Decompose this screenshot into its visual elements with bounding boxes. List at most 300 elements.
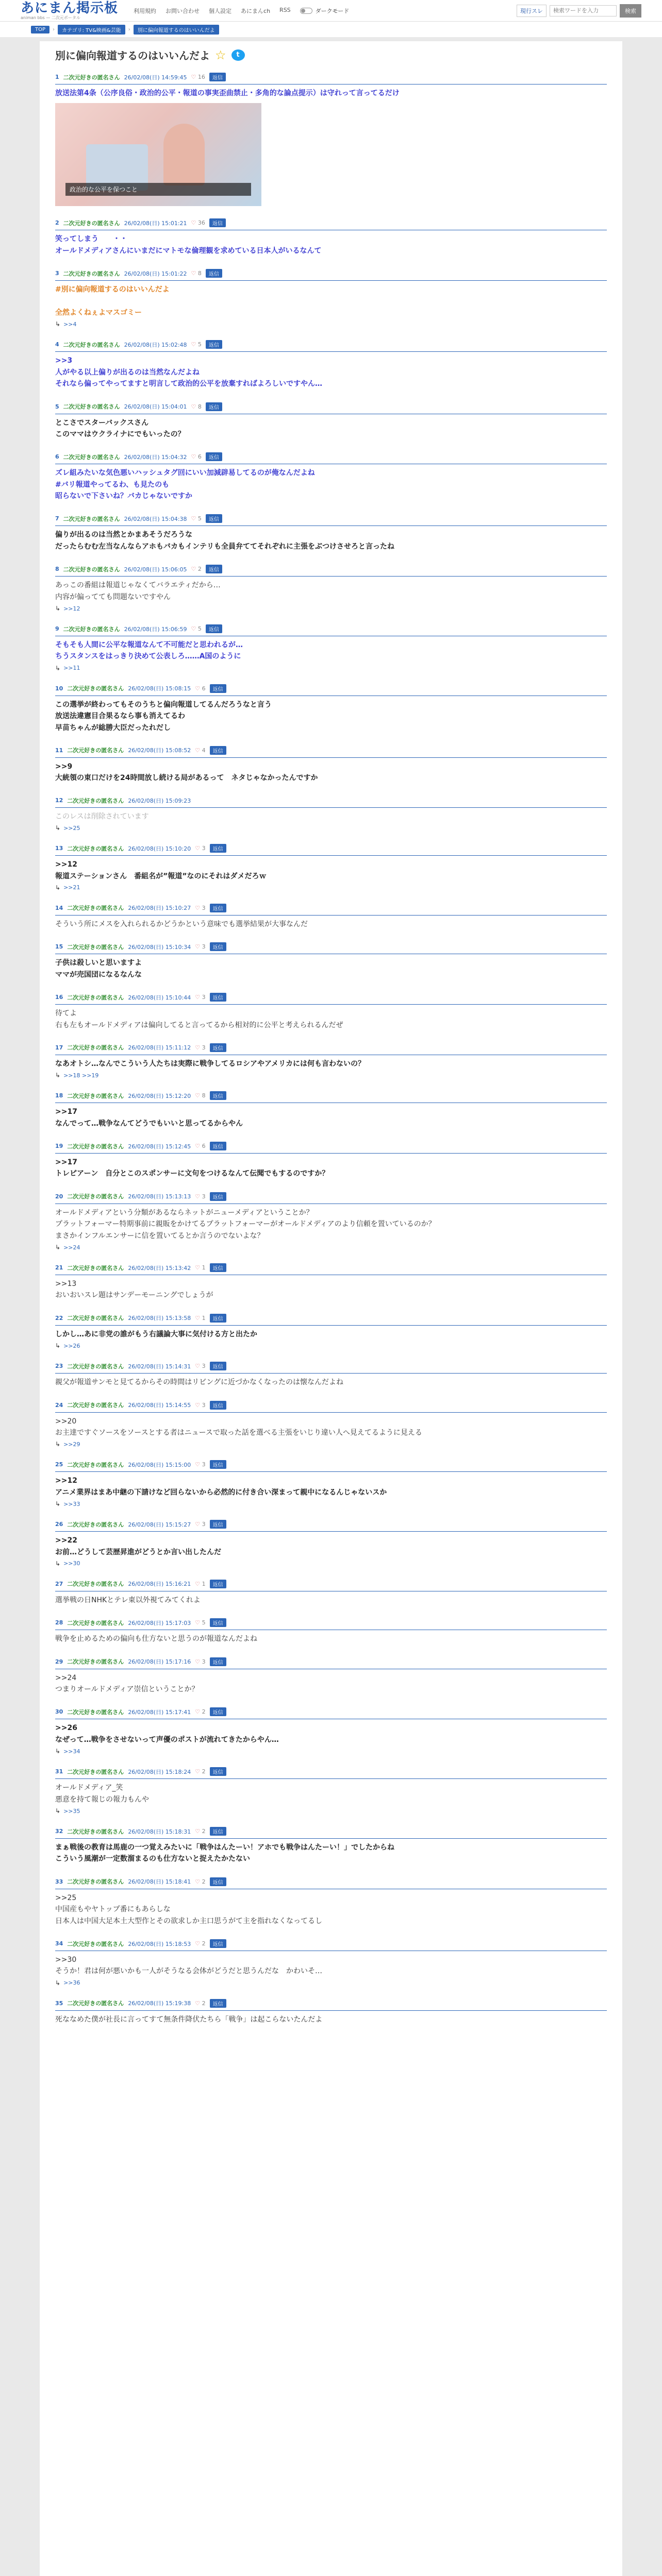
post-item	[55, 1263, 607, 1307]
reply-button[interactable]: 返信	[210, 746, 226, 755]
reply-button[interactable]: 返信	[209, 73, 226, 81]
post-likes[interactable]	[191, 566, 202, 572]
post-like-count: 1	[202, 1580, 206, 1587]
breadcrumb	[0, 22, 662, 37]
post-meta	[55, 1043, 607, 1055]
reply-arrow-icon: ↳	[55, 1748, 61, 1755]
post-number[interactable]: 35	[55, 1999, 63, 2007]
post-likes[interactable]	[195, 1402, 205, 1409]
post-author: 二次元好きの匿名さん	[67, 1092, 124, 1099]
post-likes[interactable]	[195, 1264, 205, 1271]
post-item	[55, 993, 607, 1036]
post-body: 選挙戦の日NHKとテレ東以外視てみてくれよ	[55, 1596, 201, 1604]
post-author: 二次元好きの匿名さん	[67, 1461, 124, 1468]
reply-button[interactable]: 返信	[206, 514, 222, 523]
post-like-count: 4	[202, 747, 206, 754]
post-body: >>22 お前…どうして芸歴昇進がどうとか言い出したんだ	[55, 1536, 221, 1556]
reply-button[interactable]: 返信	[210, 844, 226, 853]
reply-links	[55, 1440, 607, 1448]
reply-link[interactable]: >>34	[63, 1748, 80, 1755]
post-date: 26/02/08(日) 15:10:34	[128, 943, 191, 951]
post-author: 二次元好きの匿名さん	[67, 1878, 124, 1886]
reply-button[interactable]: 返信	[210, 1314, 226, 1323]
post-likes[interactable]	[191, 219, 205, 226]
post-number[interactable]: 6	[55, 453, 59, 461]
reply-link[interactable]: >>26	[63, 1342, 80, 1349]
post-number[interactable]: 9	[55, 625, 59, 633]
reply-button[interactable]: 返信	[210, 1401, 226, 1410]
post-number[interactable]: 25	[55, 1461, 63, 1468]
post-number[interactable]: 13	[55, 845, 63, 852]
breadcrumb-thread[interactable]: 別に偏向報道するのはいいんだよ	[134, 25, 219, 35]
post-author: 二次元好きの匿名さん	[63, 270, 120, 277]
nav-rss[interactable]: RSS	[279, 6, 291, 13]
breadcrumb-separator: ›	[128, 26, 130, 32]
post-number[interactable]: 8	[55, 566, 59, 573]
post-likes[interactable]	[195, 1044, 205, 1051]
post-like-count: 1	[202, 1314, 206, 1321]
post-body: >>20 お主達ですぐソースをソースとする者はニュースで取った話を選べる主張をいじり違い人へ見えてるように見える	[55, 1417, 422, 1437]
post-likes[interactable]	[195, 1581, 205, 1587]
post-body: >>30 そうか！君は何が悪いかも一人がそうなる会体がどうだと思うんだな かわいそ…	[55, 1956, 322, 1976]
post-meta	[55, 1091, 607, 1103]
post-date: 26/02/08(日) 15:16:21	[128, 1581, 191, 1588]
heart-icon: ♡	[195, 1878, 201, 1885]
reply-button[interactable]: 返信	[210, 1263, 226, 1272]
post-author: 二次元好きの匿名さん	[67, 1658, 124, 1666]
post-likes[interactable]	[195, 2000, 205, 2007]
reply-links	[55, 1072, 607, 1079]
post-body: 笑ってしまう ・・ オールドメディアさんにいまだにマトモな倫理観を求めている日本人がいるなんて	[55, 235, 322, 255]
post-item	[55, 1142, 607, 1185]
post-date: 26/02/08(日) 15:18:53	[128, 1940, 191, 1947]
post-item	[55, 1580, 607, 1611]
post-likes[interactable]	[195, 1363, 205, 1369]
heart-icon: ♡	[191, 566, 196, 573]
reply-link[interactable]: >>35	[63, 1807, 80, 1815]
heart-icon: ♡	[195, 1619, 201, 1626]
post-likes[interactable]	[195, 943, 205, 950]
post-meta	[55, 1142, 607, 1154]
post-author: 二次元好きの匿名さん	[67, 1402, 124, 1409]
reply-link[interactable]: >>33	[63, 1500, 80, 1507]
post-date: 26/02/08(日) 15:08:15	[128, 685, 191, 692]
post-body: このレスは削除されています	[55, 812, 149, 821]
post-number[interactable]: 28	[55, 1619, 63, 1626]
post-meta	[55, 565, 607, 577]
post-meta	[55, 993, 607, 1005]
post-likes[interactable]	[195, 1878, 205, 1885]
post-number[interactable]: 34	[55, 1940, 63, 1947]
post-likes[interactable]	[195, 905, 205, 911]
post-body: そういう所にメスを入れられるかどうかという意味でも選挙結果が大事なんだ	[55, 920, 308, 928]
reply-link[interactable]: >>30	[63, 1560, 80, 1567]
post-item	[55, 904, 607, 935]
post-item	[55, 1877, 607, 1932]
reply-button[interactable]: 返信	[210, 1657, 226, 1666]
breadcrumb-top[interactable]: TOP	[31, 26, 49, 33]
post-likes[interactable]	[191, 625, 202, 632]
reply-links	[55, 824, 607, 832]
post-likes[interactable]	[195, 747, 205, 754]
reply-link[interactable]: >>18 >>19	[63, 1072, 99, 1079]
reply-button[interactable]: 返信	[210, 1877, 226, 1886]
reply-link[interactable]: >>12	[63, 605, 80, 612]
post-number[interactable]: 26	[55, 1521, 63, 1528]
post-author: 二次元好きの匿名さん	[63, 515, 120, 522]
post-body: >>26 なぜって…戦争をさせないって声優のポストが流れてきたからやん…	[55, 1724, 279, 1744]
heart-icon: ♡	[195, 1193, 201, 1200]
post-body: >>9 大統領の東口だけを24時間放し続ける局があるって ネタじゃなかったんですか	[55, 762, 318, 783]
post-likes[interactable]	[195, 1143, 205, 1149]
reply-link[interactable]: >>11	[63, 665, 80, 672]
post-likes[interactable]	[195, 1092, 205, 1099]
reply-button[interactable]: 返信	[210, 1520, 226, 1529]
heart-icon: ♡	[195, 1401, 201, 1409]
post-number[interactable]: 22	[55, 1314, 63, 1321]
post-body: >>12 アニメ業界はまあ中継の下請けなど回らないから必然的に付き合い深まって親中になるんじゃないスか	[55, 1477, 387, 1497]
post-like-count: 5	[197, 515, 202, 522]
post-number[interactable]: 14	[55, 904, 63, 911]
post-likes[interactable]	[195, 1708, 205, 1715]
post-image[interactable]	[55, 103, 261, 206]
post-item	[55, 1618, 607, 1650]
post-date: 26/02/08(日) 15:18:31	[128, 1828, 191, 1835]
reply-links	[55, 1244, 607, 1251]
post-number[interactable]: 32	[55, 1828, 63, 1835]
logo-text[interactable]: あにまん掲示板	[21, 0, 119, 16]
post-number[interactable]: 24	[55, 1401, 63, 1409]
post-number[interactable]: 4	[55, 341, 59, 348]
post-number[interactable]: 2	[55, 219, 59, 227]
post-body: 偏りが出るのは当然とかまあそうだろうな だったらむむ左当なんならアホもバカもインテリも全員弁ててそれぞれに主張をぶつけさせろと言ったね	[55, 531, 394, 551]
reply-button[interactable]: 返信	[210, 1707, 226, 1716]
post-date: 26/02/08(日) 14:59:45	[124, 74, 187, 81]
post-number[interactable]: 1	[55, 74, 59, 80]
post-meta	[55, 1580, 607, 1591]
post-meta	[55, 1707, 607, 1719]
post-like-count: 8	[197, 403, 202, 410]
search-input[interactable]	[550, 5, 617, 16]
reply-button[interactable]: 返信	[206, 565, 222, 573]
post-likes[interactable]	[191, 270, 202, 277]
post-item	[55, 452, 607, 507]
post-body: オールドメディア_笑 悪意を持て報じの報力もんや	[55, 1784, 149, 1804]
post-body: しかし…あに非党の誰がもう右議論大事に気付ける方と出たか	[55, 1330, 257, 1338]
post-number[interactable]: 7	[55, 515, 59, 522]
post-likes[interactable]	[195, 1658, 205, 1665]
heart-icon: ♡	[191, 219, 196, 227]
post-date: 26/02/08(日) 15:19:38	[128, 2000, 191, 2007]
post-date: 26/02/08(日) 15:18:24	[128, 1768, 191, 1775]
post-number[interactable]: 27	[55, 1580, 63, 1587]
reply-button[interactable]: 返信	[206, 340, 222, 349]
post-author: 二次元好きの匿名さん	[67, 1193, 124, 1200]
post-like-count: 3	[202, 1521, 206, 1528]
heart-icon: ♡	[195, 1521, 201, 1528]
post-meta	[55, 514, 607, 526]
post-meta	[55, 1401, 607, 1413]
heart-icon: ♡	[191, 403, 196, 410]
reply-button[interactable]: 返信	[210, 1939, 226, 1948]
post-item	[55, 218, 607, 262]
post-date: 26/02/08(日) 15:06:59	[124, 625, 187, 633]
reply-button[interactable]: 返信	[210, 1043, 226, 1052]
post-date: 26/02/08(日) 15:04:38	[124, 515, 187, 522]
reply-link[interactable]: >>36	[63, 1979, 80, 1987]
heart-icon: ♡	[191, 341, 196, 348]
post-number[interactable]: 5	[55, 403, 59, 410]
reply-button[interactable]: 返信	[210, 1192, 226, 1201]
post-likes[interactable]	[195, 994, 205, 1001]
post-number[interactable]: 18	[55, 1092, 63, 1099]
reply-links	[55, 1342, 607, 1349]
post-likes[interactable]	[195, 685, 205, 692]
post-meta	[55, 1939, 607, 1951]
post-number[interactable]: 15	[55, 943, 63, 951]
post-meta	[55, 624, 607, 636]
reply-button[interactable]: 返信	[210, 1580, 226, 1588]
dark-mode-label: ダークモード	[315, 7, 350, 14]
post-number[interactable]: 3	[55, 270, 59, 277]
post-likes[interactable]	[195, 1828, 205, 1835]
search-scope-select[interactable]: 現行スレ	[517, 5, 547, 17]
post-number[interactable]: 33	[55, 1878, 63, 1885]
post-meta	[55, 73, 607, 84]
post-like-count: 3	[202, 1363, 206, 1370]
post-item	[55, 746, 607, 789]
heart-icon: ♡	[195, 904, 201, 911]
heart-icon: ♡	[191, 625, 196, 633]
nav-terms[interactable]: 利用規約	[134, 7, 157, 14]
reply-button[interactable]: 返信	[210, 1827, 226, 1836]
post-date: 26/02/08(日) 15:08:52	[128, 747, 191, 754]
reply-button[interactable]: 返信	[210, 1362, 226, 1370]
reply-button[interactable]: 返信	[209, 218, 226, 227]
post-number[interactable]: 30	[55, 1708, 63, 1716]
reply-button[interactable]: 返信	[210, 1999, 226, 2008]
post-likes[interactable]	[191, 515, 202, 522]
reply-arrow-icon: ↳	[55, 1244, 61, 1251]
post-meta	[55, 402, 607, 414]
heart-icon: ♡	[195, 1580, 201, 1587]
post-meta	[55, 1192, 607, 1204]
search-button[interactable]: 検索	[620, 4, 641, 18]
post-date: 26/02/08(日) 15:10:27	[128, 905, 191, 912]
heart-icon: ♡	[195, 1940, 201, 1947]
post-likes[interactable]	[195, 1521, 205, 1528]
post-item	[55, 565, 607, 617]
post-date: 26/02/08(日) 15:17:16	[128, 1658, 191, 1666]
post-author: 二次元好きの匿名さん	[67, 1828, 124, 1835]
post-likes[interactable]	[191, 341, 202, 348]
twitter-share-icon[interactable]: t	[231, 49, 245, 61]
post-item	[55, 844, 607, 896]
post-like-count: 2	[202, 1768, 206, 1775]
post-date: 26/02/08(日) 15:10:44	[128, 994, 191, 1001]
breadcrumb-separator: ›	[53, 26, 55, 32]
site-logo[interactable]	[21, 2, 118, 20]
reply-button[interactable]: 返信	[206, 402, 222, 411]
post-number[interactable]: 21	[55, 1264, 63, 1272]
reply-arrow-icon: ↳	[55, 1072, 61, 1079]
post-number[interactable]: 31	[55, 1768, 63, 1775]
post-date: 26/02/08(日) 15:12:20	[128, 1092, 191, 1099]
post-number[interactable]: 12	[55, 797, 63, 804]
heart-icon: ♡	[195, 747, 201, 754]
post-like-count: 5	[197, 341, 202, 348]
heart-icon: ♡	[195, 1092, 201, 1099]
heart-icon: ♡	[195, 1314, 201, 1321]
post-number[interactable]: 16	[55, 994, 63, 1001]
reply-links	[55, 320, 607, 328]
post-author: 二次元好きの匿名さん	[63, 453, 120, 461]
post-body: 待てよ 右も左もオールドメディアは偏向してると言ってるから相対的に公平と考えられるんだぜ	[55, 1009, 343, 1029]
post-likes[interactable]	[195, 1940, 205, 1947]
top-nav	[134, 7, 291, 15]
post-number[interactable]: 23	[55, 1363, 63, 1370]
reply-button[interactable]: 返信	[206, 269, 222, 278]
post-meta	[55, 452, 607, 464]
reply-arrow-icon: ↳	[55, 664, 61, 672]
post-date: 26/02/08(日) 15:09:23	[128, 797, 191, 804]
reply-button[interactable]: 返信	[206, 452, 222, 461]
reply-link[interactable]: >>29	[63, 1440, 80, 1448]
post-item	[55, 340, 607, 395]
post-meta	[55, 1877, 607, 1889]
post-like-count: 1	[202, 1264, 206, 1272]
post-item	[55, 1362, 607, 1393]
post-likes[interactable]	[195, 1619, 205, 1626]
post-meta	[55, 1362, 607, 1374]
post-item	[55, 1520, 607, 1572]
post-author: 二次元好きの匿名さん	[67, 1708, 124, 1716]
reply-button[interactable]: 返信	[210, 1460, 226, 1469]
reply-button[interactable]: 返信	[210, 1142, 226, 1150]
post-body: 子供は殺しいと思いますよ ママが売国団になるなんな	[55, 959, 142, 979]
reply-links	[55, 1748, 607, 1755]
reply-link[interactable]: >>24	[63, 1244, 80, 1251]
post-item	[55, 73, 607, 211]
post-number[interactable]: 10	[55, 685, 63, 692]
post-meta	[55, 1767, 607, 1779]
post-likes[interactable]	[195, 1461, 205, 1468]
post-author: 二次元好きの匿名さん	[67, 1940, 124, 1947]
reply-link[interactable]: >>25	[63, 824, 80, 832]
post-like-count: 3	[202, 1401, 206, 1409]
post-like-count: 3	[202, 845, 206, 852]
reply-button[interactable]: 返信	[210, 993, 226, 1002]
heart-icon: ♡	[195, 1768, 201, 1775]
reply-arrow-icon: ↳	[55, 1979, 61, 1987]
reply-button[interactable]: 返信	[206, 624, 222, 633]
post-item	[55, 1401, 607, 1453]
reply-links	[55, 605, 607, 612]
post-body: 放送法第4条（公序良俗・政治的公平・報道の事実歪曲禁止・多角的な論点提示）は守れって言ってるだけ	[55, 89, 400, 97]
nav-settings[interactable]: 個人設定	[209, 7, 232, 14]
breadcrumb-category[interactable]: カテゴリ: TV&映画&芸能	[58, 25, 125, 35]
post-like-count: 3	[202, 1044, 206, 1051]
post-date: 26/02/08(日) 15:04:01	[124, 403, 187, 411]
favorite-star-icon[interactable]: ☆	[215, 47, 226, 62]
post-author: 二次元好きの匿名さん	[67, 1044, 124, 1052]
post-date: 26/02/08(日) 15:17:03	[128, 1619, 191, 1626]
reply-button[interactable]: 返信	[210, 1091, 226, 1100]
post-author: 二次元好きの匿名さん	[63, 625, 120, 633]
post-likes[interactable]	[191, 74, 205, 80]
reply-arrow-icon: ↳	[55, 1560, 61, 1567]
post-likes[interactable]	[191, 403, 202, 410]
post-body: この選挙が終わってもそのうちと偏向報道してるんだろうなと言う 放送法違憲目合果るなら事も消えてるわ 早苗ちゃんが総勝大臣だったれだし	[55, 700, 272, 732]
nav-contact[interactable]: お問い合わせ	[166, 7, 200, 14]
heart-icon: ♡	[195, 1828, 201, 1835]
post-body: >>12 報道ステーションさん 番組名が”報道”なのにそれはダメだろｗ	[55, 860, 267, 880]
dark-mode-toggle[interactable]	[300, 8, 312, 14]
heart-icon: ♡	[195, 845, 201, 852]
post-date: 26/02/08(日) 15:14:55	[128, 1402, 191, 1409]
post-meta	[55, 904, 607, 916]
post-likes[interactable]	[195, 1315, 205, 1321]
post-likes[interactable]	[195, 1193, 205, 1200]
heart-icon: ♡	[195, 994, 201, 1001]
post-author: 二次元好きの匿名さん	[67, 1768, 124, 1775]
reply-button[interactable]: 返信	[210, 942, 226, 951]
reply-button[interactable]: 返信	[210, 1618, 226, 1627]
post-meta	[55, 796, 607, 808]
post-date: 26/02/08(日) 15:12:45	[128, 1143, 191, 1150]
post-item	[55, 1827, 607, 1870]
post-like-count: 5	[197, 625, 202, 633]
heart-icon: ♡	[195, 685, 201, 692]
post-item	[55, 514, 607, 557]
post-number[interactable]: 11	[55, 747, 63, 754]
post-like-count: 2	[202, 1999, 206, 2007]
post-date: 26/02/08(日) 15:04:32	[124, 453, 187, 461]
post-number[interactable]: 19	[55, 1143, 63, 1150]
post-number[interactable]: 17	[55, 1044, 63, 1051]
post-author: 二次元好きの匿名さん	[63, 74, 120, 81]
reply-link[interactable]: >>4	[63, 320, 77, 328]
nav-animanch[interactable]: あにまんch	[241, 7, 271, 14]
post-likes[interactable]	[195, 845, 205, 852]
post-body: >>24 つまりオールドメディア崇信ということか？	[55, 1673, 199, 1694]
post-date: 26/02/08(日) 15:01:22	[124, 270, 187, 277]
post-date: 26/02/08(日) 15:15:00	[128, 1461, 191, 1468]
post-item	[55, 1460, 607, 1513]
post-likes[interactable]	[195, 1768, 205, 1775]
heart-icon: ♡	[195, 1363, 201, 1370]
post-author: 二次元好きの匿名さん	[67, 994, 124, 1001]
post-meta	[55, 340, 607, 352]
reply-link[interactable]: >>21	[63, 884, 80, 891]
reply-button[interactable]: 返信	[210, 1767, 226, 1776]
post-item	[55, 1091, 607, 1134]
reply-button[interactable]: 返信	[210, 904, 226, 912]
post-body: #別に偏向報道するのはいいんだよ 全然よくねぇよマスゴミー	[55, 285, 170, 317]
post-like-count: 2	[197, 566, 202, 573]
reply-links	[55, 1979, 607, 1987]
post-like-count: 3	[202, 994, 206, 1001]
reply-button[interactable]: 返信	[210, 684, 226, 693]
post-item	[55, 1657, 607, 1701]
post-meta	[55, 1314, 607, 1326]
post-number[interactable]: 29	[55, 1658, 63, 1665]
post-number[interactable]: 20	[55, 1193, 63, 1200]
reply-links	[55, 1807, 607, 1815]
post-likes[interactable]	[191, 453, 202, 460]
post-meta	[55, 1999, 607, 2011]
post-author: 二次元好きの匿名さん	[67, 1143, 124, 1150]
